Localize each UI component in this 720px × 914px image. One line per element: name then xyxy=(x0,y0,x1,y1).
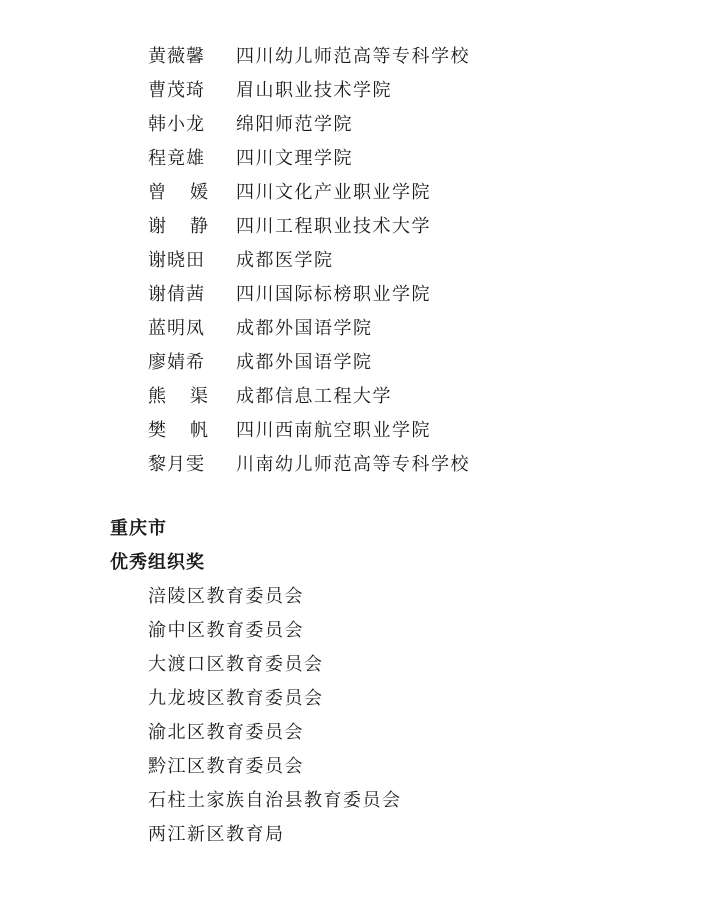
list-item xyxy=(148,346,470,380)
list-item: 两江新区教育局 xyxy=(148,824,285,845)
school-name: 绵阳师范学院 xyxy=(236,114,353,135)
recipient-name: 曹茂琦 xyxy=(148,80,205,101)
award-list xyxy=(148,40,470,482)
list-item xyxy=(148,380,470,414)
school-name: 成都信息工程大学 xyxy=(236,386,392,407)
recipient-name xyxy=(148,210,236,244)
list-item xyxy=(148,278,470,312)
list-item: 涪陵区教育委员会 xyxy=(148,586,304,607)
organization-list xyxy=(148,580,402,852)
list-item xyxy=(148,414,470,448)
list-item xyxy=(148,74,470,108)
school-name: 成都外国语学院 xyxy=(236,318,373,339)
recipient-name-last: 静 xyxy=(190,216,208,237)
list-item: 渝中区教育委员会 xyxy=(148,620,304,641)
school-name: 成都外国语学院 xyxy=(236,352,373,373)
list-item xyxy=(148,40,470,74)
recipient-name-first: 谢 xyxy=(148,216,166,237)
school-name: 眉山职业技术学院 xyxy=(236,80,392,101)
list-item: 渝北区教育委员会 xyxy=(148,722,304,743)
school-name: 四川幼儿师范高等专科学校 xyxy=(236,46,470,67)
recipient-name-first: 熊 xyxy=(148,386,166,407)
list-item xyxy=(148,108,470,142)
school-name: 四川西南航空职业学院 xyxy=(236,420,431,441)
list-item: 九龙坡区教育委员会 xyxy=(148,688,324,709)
list-item xyxy=(148,312,470,346)
recipient-name: 廖婧希 xyxy=(148,352,205,373)
list-item: 大渡口区教育委员会 xyxy=(148,654,324,675)
list-item xyxy=(148,244,470,278)
region-heading: 重庆市 xyxy=(110,518,167,539)
list-item: 黔江区教育委员会 xyxy=(148,756,304,777)
school-name: 成都医学院 xyxy=(236,250,334,271)
recipient-name: 黄薇馨 xyxy=(148,46,205,67)
list-item: 石柱土家族自治县教育委员会 xyxy=(148,790,402,811)
recipient-name-first: 曾 xyxy=(148,182,166,203)
recipient-name: 蓝明凤 xyxy=(148,318,205,339)
school-name: 四川工程职业技术大学 xyxy=(236,216,431,237)
school-name: 四川国际标榜职业学院 xyxy=(236,284,431,305)
list-item xyxy=(148,448,470,482)
recipient-name-last: 媛 xyxy=(190,182,208,203)
recipient-name: 程竟雄 xyxy=(148,148,205,169)
recipient-name xyxy=(148,176,236,210)
school-name: 四川文理学院 xyxy=(236,148,353,169)
recipient-name-last: 渠 xyxy=(190,386,208,407)
recipient-name-first: 樊 xyxy=(148,420,166,441)
list-item xyxy=(148,176,470,210)
recipient-name xyxy=(148,380,236,414)
list-item xyxy=(148,210,470,244)
school-name: 四川文化产业职业学院 xyxy=(236,182,431,203)
recipient-name-last: 帆 xyxy=(190,420,208,441)
school-name: 川南幼儿师范高等专科学校 xyxy=(236,454,470,475)
recipient-name xyxy=(148,414,236,448)
recipient-name: 韩小龙 xyxy=(148,114,205,135)
recipient-name: 黎月雯 xyxy=(148,454,205,475)
list-item xyxy=(148,142,470,176)
recipient-name: 谢倩茜 xyxy=(148,284,205,305)
award-category-heading: 优秀组织奖 xyxy=(110,552,205,573)
recipient-name: 谢晓田 xyxy=(148,250,205,271)
